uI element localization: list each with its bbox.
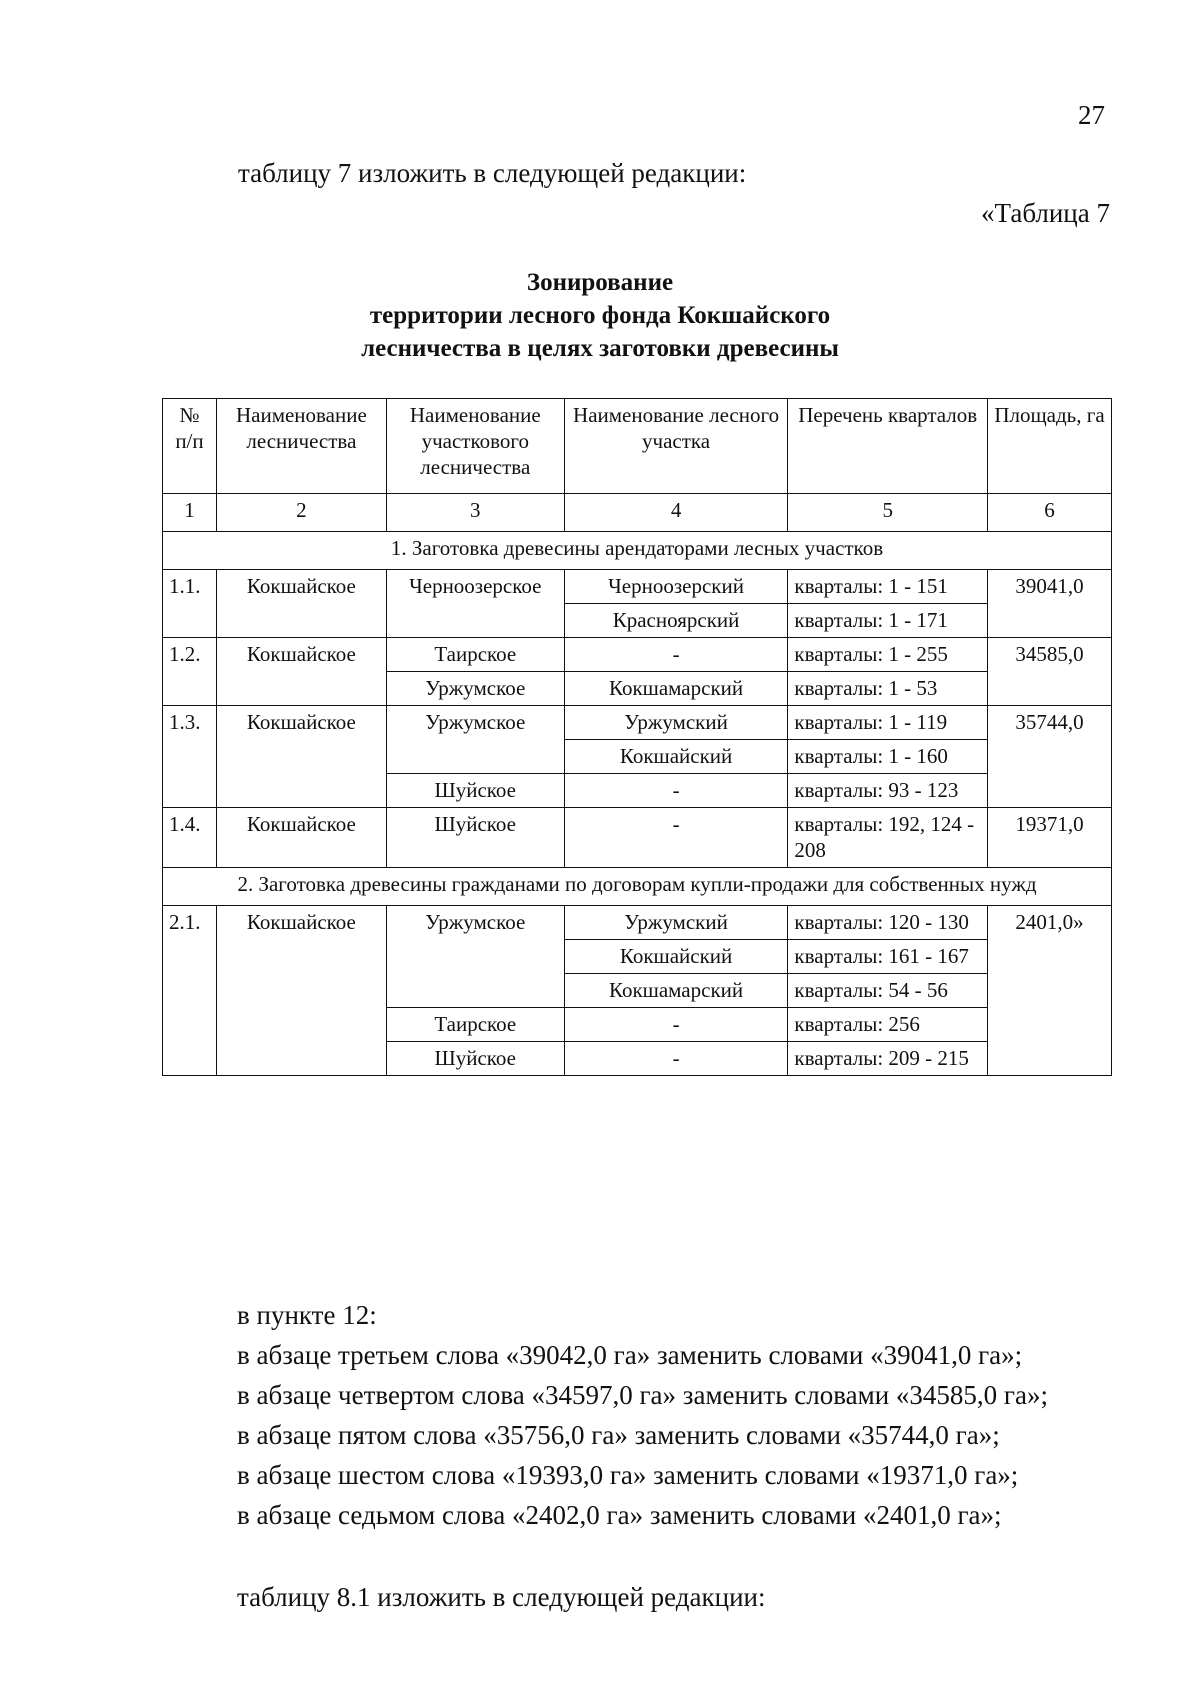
section-2-title: 2. Заготовка древесины гражданами по договорам купли-продажи для собственных нужд [163, 868, 1112, 906]
plot-cell: - [564, 1042, 788, 1076]
forestry-cell: Кокшайское [216, 906, 386, 1076]
plot-cell: - [564, 774, 788, 808]
district-cell: Уржумское [386, 672, 564, 706]
amendment-line: в пункте 12: [237, 1300, 377, 1330]
header-row [163, 399, 1112, 494]
table-row [163, 570, 1112, 604]
quarters-cell: кварталы: 1 - 160 [788, 740, 988, 774]
amendment-line: в абзаце третьем слова «39042,0 га» заменить словами «39041,0 га»; [237, 1340, 1023, 1370]
plot-cell: Уржумский [564, 906, 788, 940]
table-label: «Таблица 7 [981, 198, 1110, 228]
final-line: таблицу 8.1 изложить в следующей редакции: [237, 1582, 766, 1612]
area-cell: 35744,0 [988, 706, 1112, 808]
col-number: 1 [163, 494, 217, 532]
header-cell-area: Площадь, га [988, 399, 1112, 494]
intro-line: таблицу 7 изложить в следующей редакции: [238, 158, 747, 188]
plot-cell: - [564, 638, 788, 672]
table-row [163, 638, 1112, 672]
col-number: 3 [386, 494, 564, 532]
row-number: 1.2. [163, 638, 217, 706]
quarters-cell: кварталы: 209 - 215 [788, 1042, 988, 1076]
district-cell: Шуйское [386, 808, 564, 868]
header-cell-number: № п/п [163, 399, 217, 494]
district-cell: Шуйское [386, 1042, 564, 1076]
forestry-cell: Кокшайское [216, 706, 386, 808]
area-cell: 19371,0 [988, 808, 1112, 868]
plot-cell: Кокшамарский [564, 974, 788, 1008]
plot-cell: Красноярский [564, 604, 788, 638]
table-row [163, 906, 1112, 940]
forestry-cell: Кокшайское [216, 570, 386, 638]
quarters-cell: кварталы: 1 - 53 [788, 672, 988, 706]
quarters-cell: кварталы: 192, 124 - 208 [788, 808, 988, 868]
section-row [163, 868, 1112, 906]
col-number: 6 [988, 494, 1112, 532]
area-cell: 34585,0 [988, 638, 1112, 706]
amendment-line: в абзаце шестом слова «19393,0 га» заменить словами «19371,0 га»; [237, 1460, 1019, 1490]
plot-cell: Кокшайский [564, 740, 788, 774]
title-line-3: лесничества в целях заготовки древесины [361, 335, 839, 362]
row-number: 2.1. [163, 906, 217, 1076]
amendment-line: в абзаце седьмом слова «2402,0 га» заменить словами «2401,0 га»; [237, 1500, 1002, 1530]
quarters-cell: кварталы: 1 - 255 [788, 638, 988, 672]
table-row [163, 808, 1112, 868]
quarters-cell: кварталы: 1 - 151 [788, 570, 988, 604]
forestry-cell: Кокшайское [216, 808, 386, 868]
quarters-cell: кварталы: 93 - 123 [788, 774, 988, 808]
table-title [0, 266, 1200, 365]
district-cell: Шуйское [386, 774, 564, 808]
district-cell: Уржумское [386, 706, 564, 774]
row-number: 1.4. [163, 808, 217, 868]
district-cell: Черноозерское [386, 570, 564, 638]
quarters-cell: кварталы: 161 - 167 [788, 940, 988, 974]
title-line-1: Зонирование [526, 269, 674, 296]
row-number: 1.1. [163, 570, 217, 638]
quarters-cell: кварталы: 54 - 56 [788, 974, 988, 1008]
amendment-line: в абзаце пятом слова «35756,0 га» заменить словами «35744,0 га»; [237, 1420, 1000, 1450]
header-cell-forestry: Наименование лесничества [216, 399, 386, 494]
district-cell: Таирское [386, 1008, 564, 1042]
plot-cell: - [564, 1008, 788, 1042]
header-cell-district: Наименование участкового лесничества [386, 399, 564, 494]
page-number: 27 [1078, 100, 1105, 130]
quarters-cell: кварталы: 256 [788, 1008, 988, 1042]
plot-cell: Черноозерский [564, 570, 788, 604]
header-cell-plot: Наименование лесного участка [564, 399, 788, 494]
quarters-cell: кварталы: 1 - 171 [788, 604, 988, 638]
district-cell: Таирское [386, 638, 564, 672]
quarters-cell: кварталы: 120 - 130 [788, 906, 988, 940]
plot-cell: Кокшайский [564, 940, 788, 974]
section-1-title: 1. Заготовка древесины арендаторами лесных участков [163, 532, 1112, 570]
column-number-row [163, 494, 1112, 532]
quarters-cell: кварталы: 1 - 119 [788, 706, 988, 740]
district-cell: Уржумское [386, 906, 564, 1008]
area-cell: 39041,0 [988, 570, 1112, 638]
amendment-line: в абзаце четвертом слова «34597,0 га» заменить словами «34585,0 га»; [237, 1380, 1048, 1410]
plot-cell: Кокшамарский [564, 672, 788, 706]
plot-cell: Уржумский [564, 706, 788, 740]
row-number: 1.3. [163, 706, 217, 808]
header-cell-quarters: Перечень кварталов [788, 399, 988, 494]
plot-cell: - [564, 808, 788, 868]
zoning-table [162, 398, 1112, 1076]
forestry-cell: Кокшайское [216, 638, 386, 706]
col-number: 4 [564, 494, 788, 532]
col-number: 5 [788, 494, 988, 532]
table-row [163, 706, 1112, 740]
section-row [163, 532, 1112, 570]
col-number: 2 [216, 494, 386, 532]
area-cell: 2401,0» [988, 906, 1112, 1076]
title-line-2: территории лесного фонда Кокшайского [369, 302, 831, 329]
